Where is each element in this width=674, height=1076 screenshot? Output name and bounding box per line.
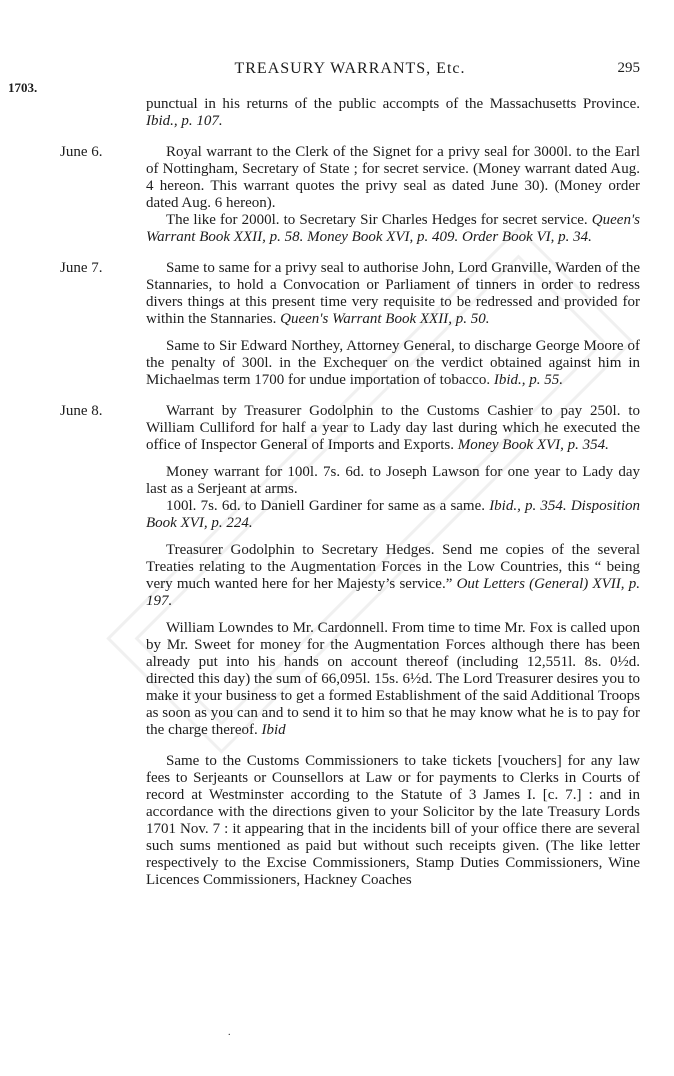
page-number: 295	[617, 60, 640, 76]
paragraph	[146, 212, 640, 246]
entry-body	[146, 260, 640, 389]
paragraph-text: 100l. 7s. 6d. to Daniell Gardiner for same as a same.	[166, 498, 486, 514]
header-title: TREASURY WARRANTS, Etc.	[234, 60, 466, 77]
entry-june-7	[60, 260, 640, 389]
entry-june-6	[60, 144, 640, 246]
paragraph-text: The like for 2000l. to Secretary Sir Charles Hedges for secret service.	[166, 212, 588, 228]
footer-mark: .	[228, 1027, 231, 1038]
paragraph	[146, 753, 640, 889]
paragraph-reference: Ibid	[261, 722, 286, 738]
paragraph-text: Money warrant for 100l. 7s. 6d. to Joseph Lawson for one year to Lady day last as a Serjeant at arms.	[146, 464, 640, 497]
paragraph	[146, 338, 640, 389]
paragraph-text: punctual in his returns of the public accompts of the Massachusetts Province.	[146, 96, 640, 112]
entry-continuation	[60, 96, 640, 130]
paragraph	[146, 620, 640, 739]
paragraph-text: Royal warrant to the Clerk of the Signet for a privy seal for 3000l. to the Earl of Nottingham, Secretary of State ; for secret service. (Money warrant dated Aug. 4 hereon. This warrant quotes the privy seal as dated June 30). (Money order dated Aug. 6 hereon).	[146, 144, 640, 211]
entry-body	[146, 96, 640, 130]
paragraph	[146, 96, 640, 130]
paragraph-text: Same to same for a privy seal to authorise John, Lord Granville, Warden of the Stannaries, to hold a Convocation or Parliament of tinners in order to redress divers things at this present time very requisite to be redressed and provided for within the Stannaries.	[146, 260, 640, 327]
entry-date: June 6.	[60, 144, 103, 160]
paragraph-text: William Lowndes to Mr. Cardonnell. From time to time Mr. Fox is called upon by Mr. Sweet for money for the Augmentation Forces although there has been already put into his hands on account thereof (including 12,551l. 8s. 0½d. directed this day) the sum of 66,095l. 15s. 6½d. The Lord Treasurer desires you to make it your business to get a formed Establishment of the said Additional Troops as soon as you can and to send it to him so that he may know what he is to pay for the charge thereof.	[146, 620, 640, 738]
paragraph-reference: Ibid., p. 354. Disposition Book XVI, p. 224.	[146, 498, 641, 531]
entry-june-8	[60, 403, 640, 889]
paragraph	[146, 542, 640, 610]
paragraph-text: Warrant by Treasurer Godolphin to the Customs Cashier to pay 250l. to William Culliford for half a year to Lady day last during which he executed the office of Inspector General of Imports and Exports.	[146, 403, 640, 453]
entry-body	[146, 144, 640, 246]
paragraph-reference: Ibid., p. 107.	[146, 113, 223, 129]
content-column	[60, 96, 640, 889]
paragraph-text: Same to the Customs Commissioners to take tickets [vouchers] for any law fees to Serjeants or Counsellors at Law or for payments to Clerks in Courts of record at Westminster according to the Statute of 3 James I. [c. 7.] : and in accordance with the directions given to your Solicitor by the late Treasury Lords 1701 Nov. 7 : it appearing that in the incidents bill of your office there are several such sums mentioned as paid but without such receipts given. (The like letter respectively to the Excise Commissioners, Stamp Duties Commissioners, Wine Licences Commissioners, Hackney Coaches	[146, 753, 640, 888]
paragraph-reference: Queen's Warrant Book XXII, p. 50.	[280, 311, 490, 327]
margin-year: 1703.	[8, 80, 38, 95]
paragraph-reference: Ibid., p. 55.	[493, 372, 563, 388]
entry-body	[146, 403, 640, 889]
paragraph	[146, 260, 640, 328]
paragraph-reference: Out Letters (General) XVII, p. 197.	[146, 576, 640, 609]
paragraph	[146, 464, 640, 498]
paragraph-reference: Queen's Warrant Book XXII, p. 58. Money Book XVI, p. 409. Order Book VI, p. 34.	[146, 212, 640, 245]
entry-date: June 7.	[60, 260, 103, 276]
paragraph	[146, 403, 640, 454]
paragraph	[146, 144, 640, 212]
entry-date: June 8.	[60, 403, 103, 419]
paragraph-text: Same to Sir Edward Northey, Attorney General, to discharge George Moore of the penalty of 300l. in the Exchequer on the verdict obtained against him in Michaelmas term 1700 for undue importation of tobacco.	[146, 338, 640, 388]
running-header	[60, 60, 640, 82]
paragraph-text: Treasurer Godolphin to Secretary Hedges. Send me copies of the several Treaties relating to the Augmentation Forces in the Low Countries, this “ being very much wanted here for her Majesty’s service.”	[146, 542, 640, 592]
paragraph	[146, 498, 640, 532]
paragraph-reference: Money Book XVI, p. 354.	[457, 437, 609, 453]
